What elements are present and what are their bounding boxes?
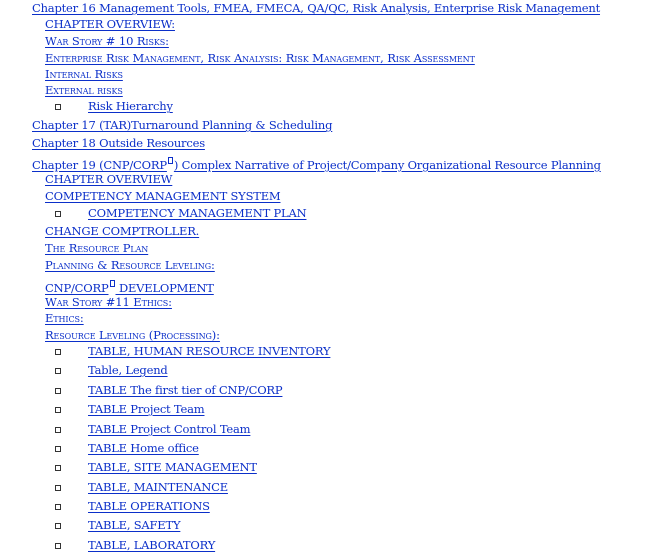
toc-link[interactable]: CHAPTER OVERVIEW: [45,17,175,31]
toc-item-ch16-risk-hierarchy[interactable] [88,101,173,113]
toc-item-table[interactable] [88,520,180,532]
toc-link[interactable]: TABLE, SITE MANAGEMENT [88,460,257,474]
toc-link[interactable]: TABLE, SAFETY [88,518,181,532]
toc-link[interactable]: TABLE Project Control Team [88,422,251,436]
toc-link[interactable]: Table, Legend [88,363,168,377]
bullet-icon [55,485,61,491]
toc-item-table[interactable] [88,501,210,513]
bullet-icon [55,543,61,549]
bullet-icon [55,211,61,217]
toc-item-ch19-overview[interactable] [45,174,172,186]
toc-item-table[interactable] [88,346,330,358]
bullet-icon [55,446,61,452]
toc-item-table[interactable] [88,540,215,552]
toc-item-ch19-development[interactable] [45,280,214,294]
toc-item-table[interactable] [88,404,204,416]
toc-item-table[interactable] [88,424,250,436]
toc-item-ch19-cmp[interactable] [88,208,306,220]
toc-link[interactable]: TABLE Home office [88,441,199,455]
toc-item-ch19-resource-leveling[interactable] [45,330,220,342]
toc-link[interactable]: War Story #11 Ethics: [45,295,172,309]
bullet-icon [55,388,61,394]
toc-link-text: ) Complex Narrative of Project/Company Organizational Resource Planning [173,157,601,172]
toc-link[interactable]: Chapter 17 (TAR)Turnaround Planning & Scheduling [32,118,333,132]
toc-link[interactable]: TABLE, HUMAN RESOURCE INVENTORY [88,344,331,358]
toc-item-chapter-19[interactable] [32,157,601,171]
bullet-icon [55,368,61,374]
toc-link[interactable]: Enterprise Risk Management, Risk Analysis: Risk Management, Risk Assessment [45,51,475,65]
toc-item-chapter-17[interactable] [32,120,332,132]
toc-link-text: CNP/CORP [45,280,109,295]
toc-link[interactable]: Ethics: [45,311,84,325]
toc-link[interactable]: TABLE The first tier of CNP/CORP [88,383,283,397]
toc-link-text: DEVELOPMENT [115,280,214,295]
toc-link[interactable] [32,158,601,172]
toc-item-table[interactable] [88,443,199,455]
toc-item-table[interactable] [88,482,228,494]
bullet-icon [55,407,61,413]
toc-link[interactable]: Internal Risks [45,67,123,81]
toc-link[interactable]: Chapter 18 Outside Resources [32,136,205,150]
toc-item-table[interactable] [88,365,168,377]
toc-item-ch16-war-story[interactable] [45,36,169,48]
toc-link[interactable]: War Story # 10 Risks: [45,34,169,48]
toc-link[interactable]: The Resource Plan [45,241,149,255]
toc-item-ch19-planning[interactable] [45,260,215,272]
toc-link-text: Chapter 19 (CNP/CORP [32,157,167,172]
toc-item-ch16-overview[interactable] [45,19,175,31]
bullet-icon [55,465,61,471]
toc-item-chapter-16[interactable] [32,3,600,15]
toc-link[interactable]: COMPETENCY MANAGEMENT SYSTEM [45,189,281,203]
toc-link[interactable]: TABLE, LABORATORY [88,538,216,552]
toc-item-table[interactable] [88,462,257,474]
toc-item-ch19-ethics[interactable] [45,313,84,325]
missing-glyph-icon [168,157,173,164]
toc-link[interactable] [45,281,214,295]
bullet-icon [55,104,61,110]
bullet-icon [55,427,61,433]
toc-item-chapter-18[interactable] [32,138,205,150]
toc-item-ch19-cms[interactable] [45,191,281,203]
bullet-icon [55,504,61,510]
toc-link[interactable]: Planning & Resource Leveling: [45,258,215,272]
bullet-icon [55,349,61,355]
toc-link[interactable]: TABLE, MAINTENANCE [88,480,228,494]
toc-link[interactable]: External risks [45,83,123,97]
toc-link[interactable]: Resource Leveling (Processing): [45,328,220,342]
toc-item-ch19-war-story[interactable] [45,297,172,309]
toc-item-ch16-internal-risks[interactable] [45,69,123,81]
toc-item-ch19-change-comptroller[interactable] [45,226,199,238]
toc-link[interactable]: Chapter 16 Management Tools, FMEA, FMECA, QA/QC, Risk Analysis, Enterprise Risk Management [32,1,601,15]
toc-link[interactable]: TABLE OPERATIONS [88,499,210,513]
toc-link[interactable]: Risk Hierarchy [88,99,173,113]
missing-glyph-icon [110,280,115,287]
toc-item-table[interactable] [88,385,282,397]
toc-item-ch16-external-risks[interactable] [45,85,123,97]
toc-item-ch19-resource-plan[interactable] [45,243,148,255]
toc-link[interactable]: TABLE Project Team [88,402,205,416]
toc-link[interactable]: CHAPTER OVERVIEW [45,172,173,186]
toc-link[interactable]: COMPETENCY MANAGEMENT PLAN [88,206,307,220]
toc-link[interactable]: CHANGE COMPTROLLER. [45,224,200,238]
toc-item-ch16-erm[interactable] [45,53,475,65]
bullet-icon [55,523,61,529]
